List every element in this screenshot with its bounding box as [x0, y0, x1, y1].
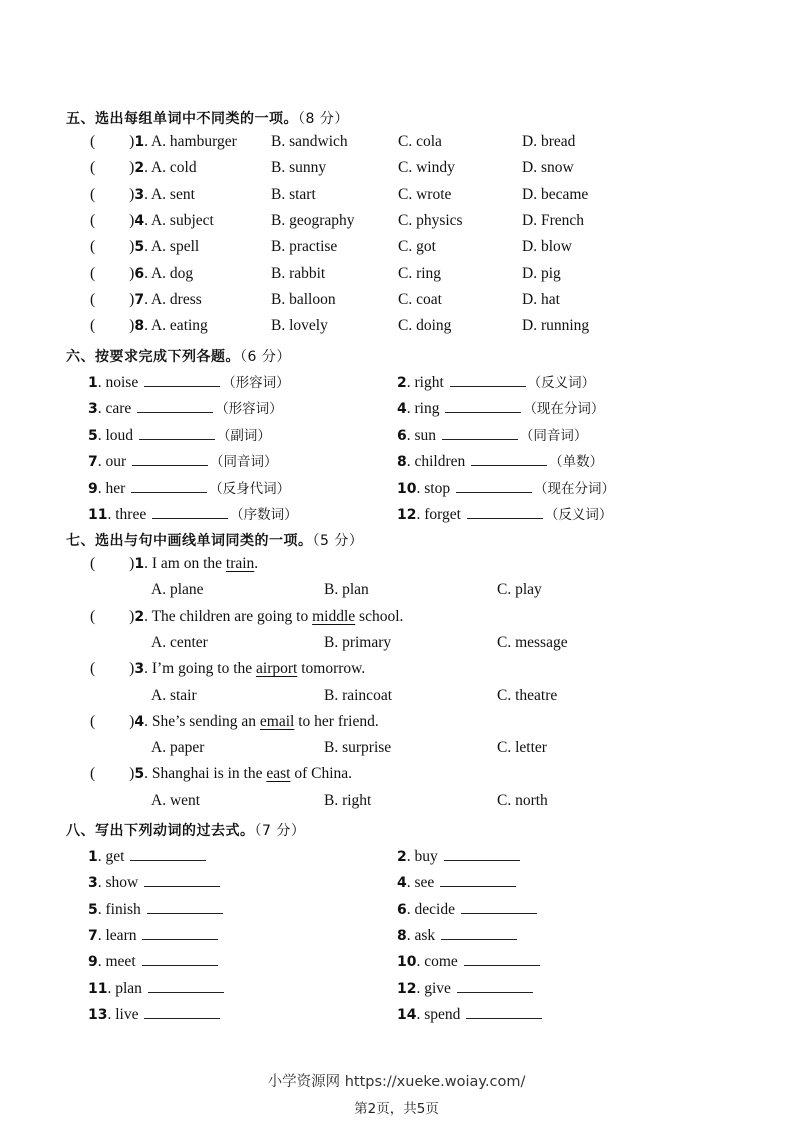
option-d-cell: [522, 186, 588, 204]
option-d: D. blow: [522, 238, 572, 256]
option-b-cell: [271, 186, 316, 204]
exercise-cell: [397, 477, 615, 498]
sentence-start: . She’s sending an: [144, 712, 260, 730]
answer-bracket: [90, 291, 202, 309]
question-sentence-row: [0, 713, 793, 735]
close-bracket: ): [129, 238, 135, 256]
option-a: A. center: [151, 633, 208, 651]
question-sentence-row: [0, 765, 793, 787]
verb-cell: [397, 951, 542, 971]
option-a: . A. hamburger: [144, 133, 237, 150]
open-bracket: (: [90, 290, 96, 308]
sentence-start: . Shanghai is in the: [144, 765, 267, 783]
option-d-cell: [522, 212, 584, 230]
question-number: 2: [397, 849, 407, 865]
given-word: . stop: [416, 479, 451, 497]
verb-word: . get: [97, 848, 125, 865]
option-b: B. sunny: [271, 159, 327, 177]
sentence-end: .: [254, 555, 259, 572]
option-b: B. balloon: [271, 290, 336, 308]
answer-blank[interactable]: [130, 846, 206, 861]
open-bracket: (: [90, 555, 96, 572]
verb-word: . live: [107, 1005, 139, 1023]
question-number: 13: [88, 1006, 108, 1023]
question-number: 4: [134, 212, 145, 229]
answer-blank[interactable]: [442, 425, 518, 440]
option-c-cell: [398, 317, 451, 335]
option-b-cell: [324, 792, 371, 810]
question-row: [0, 238, 793, 260]
verb-cell: [88, 872, 222, 892]
option-b-cell: [324, 739, 391, 757]
question-number: 7: [88, 454, 98, 471]
option-c: C. physics: [398, 211, 463, 229]
verb-cell: [88, 925, 220, 945]
option-b: B. raincoat: [324, 686, 393, 704]
given-word: . care: [97, 400, 132, 418]
option-c-cell: [398, 265, 441, 283]
option-d: D. running: [522, 317, 590, 335]
open-bracket: (: [90, 238, 96, 256]
answer-bracket: [90, 265, 193, 283]
verb-word: . ask: [406, 926, 436, 944]
question-number: 1: [88, 849, 98, 865]
options-row: [0, 687, 793, 709]
option-c-cell: [497, 581, 542, 599]
footer-page-number: 第2页，共5页: [354, 1101, 439, 1117]
question-number: 12: [397, 507, 417, 523]
option-c-cell: [398, 291, 442, 309]
question-number: 8: [397, 454, 407, 471]
verb-word: . buy: [406, 848, 438, 865]
section-6-title: 六、按要求完成下列各题。（6 分）: [66, 349, 291, 365]
answer-blank[interactable]: [139, 425, 215, 440]
close-bracket: ): [129, 317, 135, 335]
option-d-cell: [522, 291, 560, 309]
close-bracket: ): [129, 264, 135, 282]
answer-blank[interactable]: [142, 925, 218, 940]
answer-bracket: [90, 159, 197, 177]
option-b: B. surprise: [324, 739, 392, 757]
question-number: 7: [134, 291, 145, 308]
option-c: C. play: [497, 581, 542, 599]
given-word: . sun: [406, 426, 437, 444]
option-b-cell: [271, 317, 328, 335]
option-c: C. cola: [398, 133, 442, 150]
close-bracket: ): [129, 133, 135, 150]
underlined-word: train: [225, 555, 255, 572]
option-a-cell: [151, 739, 204, 757]
open-bracket: (: [90, 133, 96, 150]
option-b: B. start: [271, 185, 316, 203]
question-number: 3: [134, 186, 145, 203]
question-number: 6: [397, 901, 407, 918]
option-c-cell: [497, 792, 548, 810]
option-a: . A. subject: [144, 211, 214, 229]
given-word: . children: [406, 453, 466, 471]
option-c-cell: [497, 634, 568, 652]
option-b-cell: [324, 634, 391, 652]
answer-blank[interactable]: [444, 846, 520, 861]
option-b: B. geography: [271, 211, 355, 229]
answer-blank[interactable]: [466, 1004, 542, 1019]
question-number: 4: [134, 713, 145, 730]
answer-blank[interactable]: [137, 398, 213, 413]
exercise-cell: [88, 371, 290, 392]
exercise-cell: [88, 503, 298, 524]
question-number: 5: [134, 766, 145, 783]
question-number: 11: [88, 980, 108, 997]
close-bracket: ): [129, 290, 135, 308]
given-word: . her: [97, 479, 126, 497]
options-row: [0, 581, 793, 603]
option-c-cell: [398, 133, 442, 151]
option-b: B. lovely: [271, 317, 328, 335]
option-b: B. rabbit: [271, 264, 326, 282]
exercise-cell: [397, 503, 612, 524]
option-d: D. French: [522, 211, 584, 229]
question-number: 5: [134, 239, 145, 256]
answer-bracket: [90, 186, 195, 204]
question-sentence: [90, 555, 258, 573]
option-c: C. north: [497, 791, 548, 809]
question-sentence: [90, 608, 403, 626]
option-c-cell: [398, 238, 436, 256]
question-number: 8: [134, 318, 145, 335]
option-a-cell: [151, 581, 204, 599]
option-b: B. right: [324, 791, 372, 809]
requirement-hint: （反义词）: [544, 507, 613, 523]
open-bracket: (: [90, 660, 96, 678]
question-row: [0, 186, 793, 208]
sentence-end: to her friend.: [294, 712, 379, 730]
question-number: 9: [88, 954, 98, 971]
option-c: C. coat: [398, 290, 442, 308]
question-number: 5: [88, 901, 98, 918]
question-row: [0, 265, 793, 287]
verb-cell: [88, 899, 225, 919]
options-row: [0, 634, 793, 656]
question-number: 7: [88, 927, 98, 944]
exercise-cell: [88, 450, 278, 471]
option-b-cell: [271, 159, 326, 177]
given-word: . right: [406, 374, 444, 391]
verb-cell: [88, 978, 226, 998]
option-c: C. doing: [398, 317, 452, 335]
question-sentence-row: [0, 555, 793, 577]
option-b-cell: [324, 581, 369, 599]
option-c: C. got: [398, 238, 436, 256]
option-c-cell: [398, 212, 463, 230]
answer-blank[interactable]: [441, 925, 517, 940]
option-d-cell: [522, 317, 589, 335]
sentence-start: . I’m going to the: [144, 660, 257, 678]
exercise-cell: [397, 450, 603, 471]
options-row: [0, 792, 793, 814]
requirement-hint: （反身代词）: [209, 480, 291, 497]
exercise-cell: [88, 397, 283, 418]
requirement-hint: （同音词）: [210, 454, 278, 471]
verb-word: . give: [416, 979, 451, 997]
underlined-word: email: [259, 712, 295, 730]
open-bracket: (: [90, 712, 96, 730]
given-word: . our: [97, 453, 127, 471]
option-b-cell: [271, 265, 325, 283]
answer-blank[interactable]: [148, 978, 224, 993]
sentence-end: of China.: [290, 765, 353, 783]
option-d: D. pig: [522, 264, 561, 282]
question-row: [0, 317, 793, 339]
question-number: 14: [397, 1006, 417, 1023]
verb-cell: [397, 978, 535, 998]
question-number: 11: [88, 507, 108, 523]
verb-cell: [88, 846, 208, 866]
question-number: 4: [397, 401, 407, 418]
sentence-end: school.: [355, 607, 404, 625]
question-sentence: [90, 660, 365, 678]
option-c-cell: [398, 186, 451, 204]
option-a: . A. eating: [144, 317, 208, 335]
option-b: B. primary: [324, 633, 392, 651]
requirement-hint: （副词）: [216, 427, 271, 444]
requirement-hint: （现在分词）: [533, 480, 615, 497]
option-b: B. practise: [271, 238, 338, 256]
option-c: C. wrote: [398, 185, 452, 203]
given-word: . three: [107, 506, 147, 523]
verb-word: . plan: [107, 979, 142, 997]
exercise-cell: [397, 424, 587, 445]
verb-cell: [397, 872, 518, 892]
option-c: C. windy: [398, 159, 455, 177]
open-bracket: (: [90, 765, 96, 783]
footer-website: 小学资源网 https://xueke.woiay.com/: [267, 1074, 526, 1090]
open-bracket: (: [90, 159, 96, 177]
option-a: . A. dog: [144, 264, 194, 282]
option-a: . A. spell: [144, 238, 200, 256]
verb-word: . learn: [97, 926, 137, 944]
given-word: . loud: [97, 426, 134, 444]
open-bracket: (: [90, 185, 96, 203]
answer-blank[interactable]: [142, 951, 218, 966]
answer-blank[interactable]: [144, 1004, 220, 1019]
question-sentence: [90, 765, 352, 783]
answer-blank[interactable]: [457, 978, 533, 993]
question-row: [0, 159, 793, 181]
exercise-cell: [397, 397, 604, 418]
answer-blank[interactable]: [152, 504, 228, 519]
underlined-word: airport: [256, 660, 298, 678]
answer-bracket: [90, 238, 199, 256]
question-number: 1: [134, 556, 145, 572]
requirement-hint: （反义词）: [527, 375, 596, 391]
exercise-cell: [397, 371, 595, 392]
requirement-hint: （形容词）: [222, 375, 290, 391]
option-b-cell: [271, 238, 337, 256]
requirement-hint: （同音词）: [519, 427, 588, 444]
given-word: . ring: [406, 400, 440, 418]
option-a-cell: [151, 634, 208, 652]
option-c-cell: [497, 739, 547, 757]
question-sentence-row: [0, 660, 793, 682]
answer-blank[interactable]: [456, 478, 532, 493]
question-number: 2: [134, 160, 145, 177]
answer-blank[interactable]: [132, 451, 208, 466]
answer-blank[interactable]: [440, 872, 516, 887]
answer-blank[interactable]: [461, 899, 537, 914]
answer-blank[interactable]: [450, 372, 526, 387]
option-a-cell: [151, 792, 200, 810]
option-a: A. stair: [151, 686, 197, 704]
question-number: 5: [88, 427, 98, 444]
answer-blank[interactable]: [144, 372, 220, 387]
option-d: D. snow: [522, 159, 574, 177]
option-b: B. sandwich: [271, 133, 348, 150]
option-c: C. ring: [398, 264, 442, 282]
option-d: D. became: [522, 185, 589, 203]
option-d-cell: [522, 238, 572, 256]
option-d-cell: [522, 133, 575, 151]
exercise-cell: [88, 477, 290, 498]
open-bracket: (: [90, 211, 96, 229]
answer-blank[interactable]: [144, 872, 220, 887]
answer-blank[interactable]: [147, 899, 223, 914]
question-sentence-row: [0, 608, 793, 630]
given-word: . noise: [97, 374, 139, 391]
answer-blank[interactable]: [471, 451, 547, 466]
answer-bracket: [90, 212, 214, 230]
close-bracket: ): [129, 712, 135, 730]
verb-cell: [397, 846, 522, 866]
answer-blank[interactable]: [464, 951, 540, 966]
question-number: 1: [88, 375, 98, 391]
question-number: 12: [397, 980, 417, 997]
verb-cell: [397, 899, 539, 919]
verb-word: . decide: [406, 900, 455, 918]
option-b-cell: [271, 291, 336, 309]
close-bracket: ): [129, 765, 135, 783]
verb-word: . meet: [97, 953, 136, 971]
question-row: [0, 291, 793, 313]
question-number: 6: [134, 265, 145, 282]
option-a-cell: [151, 687, 197, 705]
given-word: . forget: [416, 506, 461, 523]
answer-blank[interactable]: [467, 504, 543, 519]
verb-word: . come: [416, 953, 458, 971]
verb-word: . finish: [97, 900, 141, 918]
section-7-title: 七、选出与句中画线单词同类的一项。（5 分）: [66, 533, 364, 549]
underlined-word: east: [266, 765, 291, 783]
requirement-hint: （现在分词）: [523, 401, 605, 418]
option-b: B. plan: [324, 581, 369, 599]
question-number: 8: [397, 927, 407, 944]
section-8-title: 八、写出下列动词的过去式。（7 分）: [66, 823, 306, 839]
close-bracket: ): [129, 185, 135, 203]
requirement-hint: （序数词）: [230, 507, 298, 523]
option-d: D. bread: [522, 133, 576, 150]
close-bracket: ): [129, 211, 135, 229]
option-c: C. letter: [497, 739, 547, 757]
option-a: . A. dress: [144, 290, 202, 308]
question-number: 3: [88, 875, 98, 892]
close-bracket: ): [129, 660, 135, 678]
question-number: 6: [397, 427, 407, 444]
section-5-title: 五、选出每组单词中不同类的一项。（8 分）: [66, 111, 349, 127]
option-a: A. went: [151, 791, 201, 809]
option-a: . A. cold: [144, 159, 197, 177]
question-number: 3: [88, 401, 98, 418]
verb-word: . see: [406, 874, 435, 892]
option-d-cell: [522, 265, 561, 283]
option-c-cell: [497, 687, 557, 705]
answer-bracket: [90, 133, 237, 151]
option-c: C. message: [497, 633, 568, 651]
option-d-cell: [522, 159, 574, 177]
option-b-cell: [271, 212, 355, 230]
verb-cell: [397, 925, 519, 945]
option-c: C. theatre: [497, 686, 558, 704]
question-row: [0, 133, 793, 155]
option-d: D. hat: [522, 290, 560, 308]
sentence-end: tomorrow.: [297, 660, 366, 678]
question-number: 10: [397, 480, 417, 497]
option-c-cell: [398, 159, 455, 177]
answer-bracket: [90, 317, 208, 335]
close-bracket: ): [129, 555, 135, 572]
options-row: [0, 739, 793, 761]
verb-word: . spend: [416, 1005, 461, 1023]
question-sentence: [90, 713, 379, 731]
sentence-start: . The children are going to: [144, 607, 313, 625]
question-number: 4: [397, 875, 407, 892]
question-number: 1: [134, 134, 145, 150]
requirement-hint: （单数）: [549, 454, 604, 471]
close-bracket: ): [129, 159, 135, 177]
close-bracket: ): [129, 607, 135, 625]
requirement-hint: （形容词）: [215, 401, 283, 418]
question-number: 10: [397, 954, 417, 971]
question-number: 3: [134, 661, 145, 678]
exercise-cell: [88, 424, 271, 445]
verb-cell: [88, 951, 220, 971]
open-bracket: (: [90, 607, 96, 625]
answer-blank[interactable]: [445, 398, 521, 413]
question-row: [0, 212, 793, 234]
sentence-start: . I am on the: [144, 555, 226, 572]
verb-word: . show: [97, 874, 139, 892]
question-number: 2: [397, 375, 407, 391]
option-b-cell: [271, 133, 348, 151]
question-number: 2: [134, 608, 145, 625]
verb-cell: [88, 1004, 222, 1024]
option-a: . A. sent: [144, 185, 195, 203]
underlined-word: middle: [312, 607, 356, 625]
option-b-cell: [324, 687, 392, 705]
verb-cell: [397, 1004, 544, 1024]
open-bracket: (: [90, 264, 96, 282]
open-bracket: (: [90, 317, 96, 335]
answer-blank[interactable]: [131, 478, 207, 493]
option-a: A. plane: [151, 581, 204, 599]
question-number: 9: [88, 480, 98, 497]
option-a: A. paper: [151, 739, 205, 757]
